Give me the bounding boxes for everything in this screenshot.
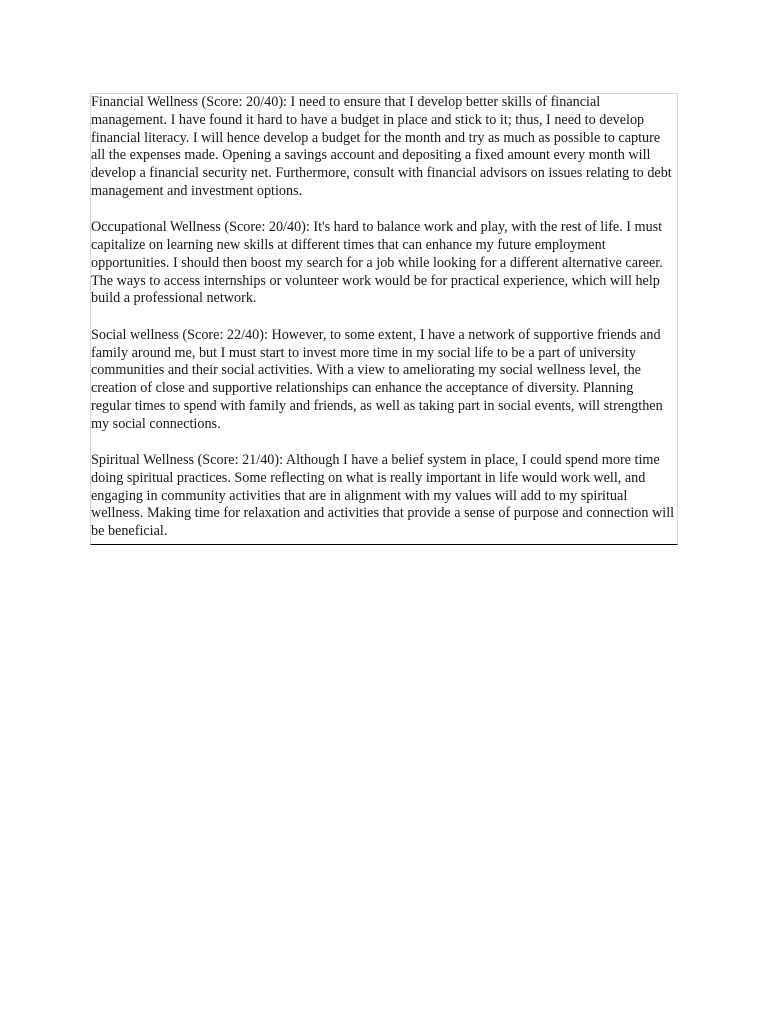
paragraph-financial-wellness: Financial Wellness (Score: 20/40): I need to ensure that I develop better skills of financial management. I have found it hard to have a budget in place and stick to it; thus, I need to develop financial literacy. I will hence develop a budget for the month and try as much as possible to capture all the expenses made. Opening a savings account and depositing a fixed amount every month will develop a financial security net. Furthermore, consult with financial advisors on issues relating to debt management and investment options. [91,94,672,199]
paragraph-spiritual-wellness: Spiritual Wellness (Score: 21/40): Although I have a belief system in place, I could spend more time doing spiritual practices. Some reflecting on what is really important in life would work well, and engaging in community activities that are in alignment with my values will add to my spiritual wellness. Making time for relaxation and activities that provide a sense of purpose and connection will be beneficial. [91,452,675,540]
text-box [90,93,678,545]
paragraph-occupational-wellness: Occupational Wellness (Score: 20/40): It's hard to balance work and play, with the rest of life. I must capitalize on learning new skills at different times that can enhance my future employment opportunities. I should then boost my search for a job while looking for a different alternative career. The ways to access internships or volunteer work would be for practical experience, which will help build a professional network. [91,219,663,307]
paragraph-social-wellness: Social wellness (Score: 22/40): However, to some extent, I have a network of supportive friends and family around me, but I must start to invest more time in my social life to be a part of university communities and their social activities. With a view to ameliorating my social wellness level, the creation of close and supportive relationships can enhance the acceptance of diversity. Planning regular times to spend with family and friends, as well as taking part in social events, will strengthen my social connections. [91,326,663,432]
